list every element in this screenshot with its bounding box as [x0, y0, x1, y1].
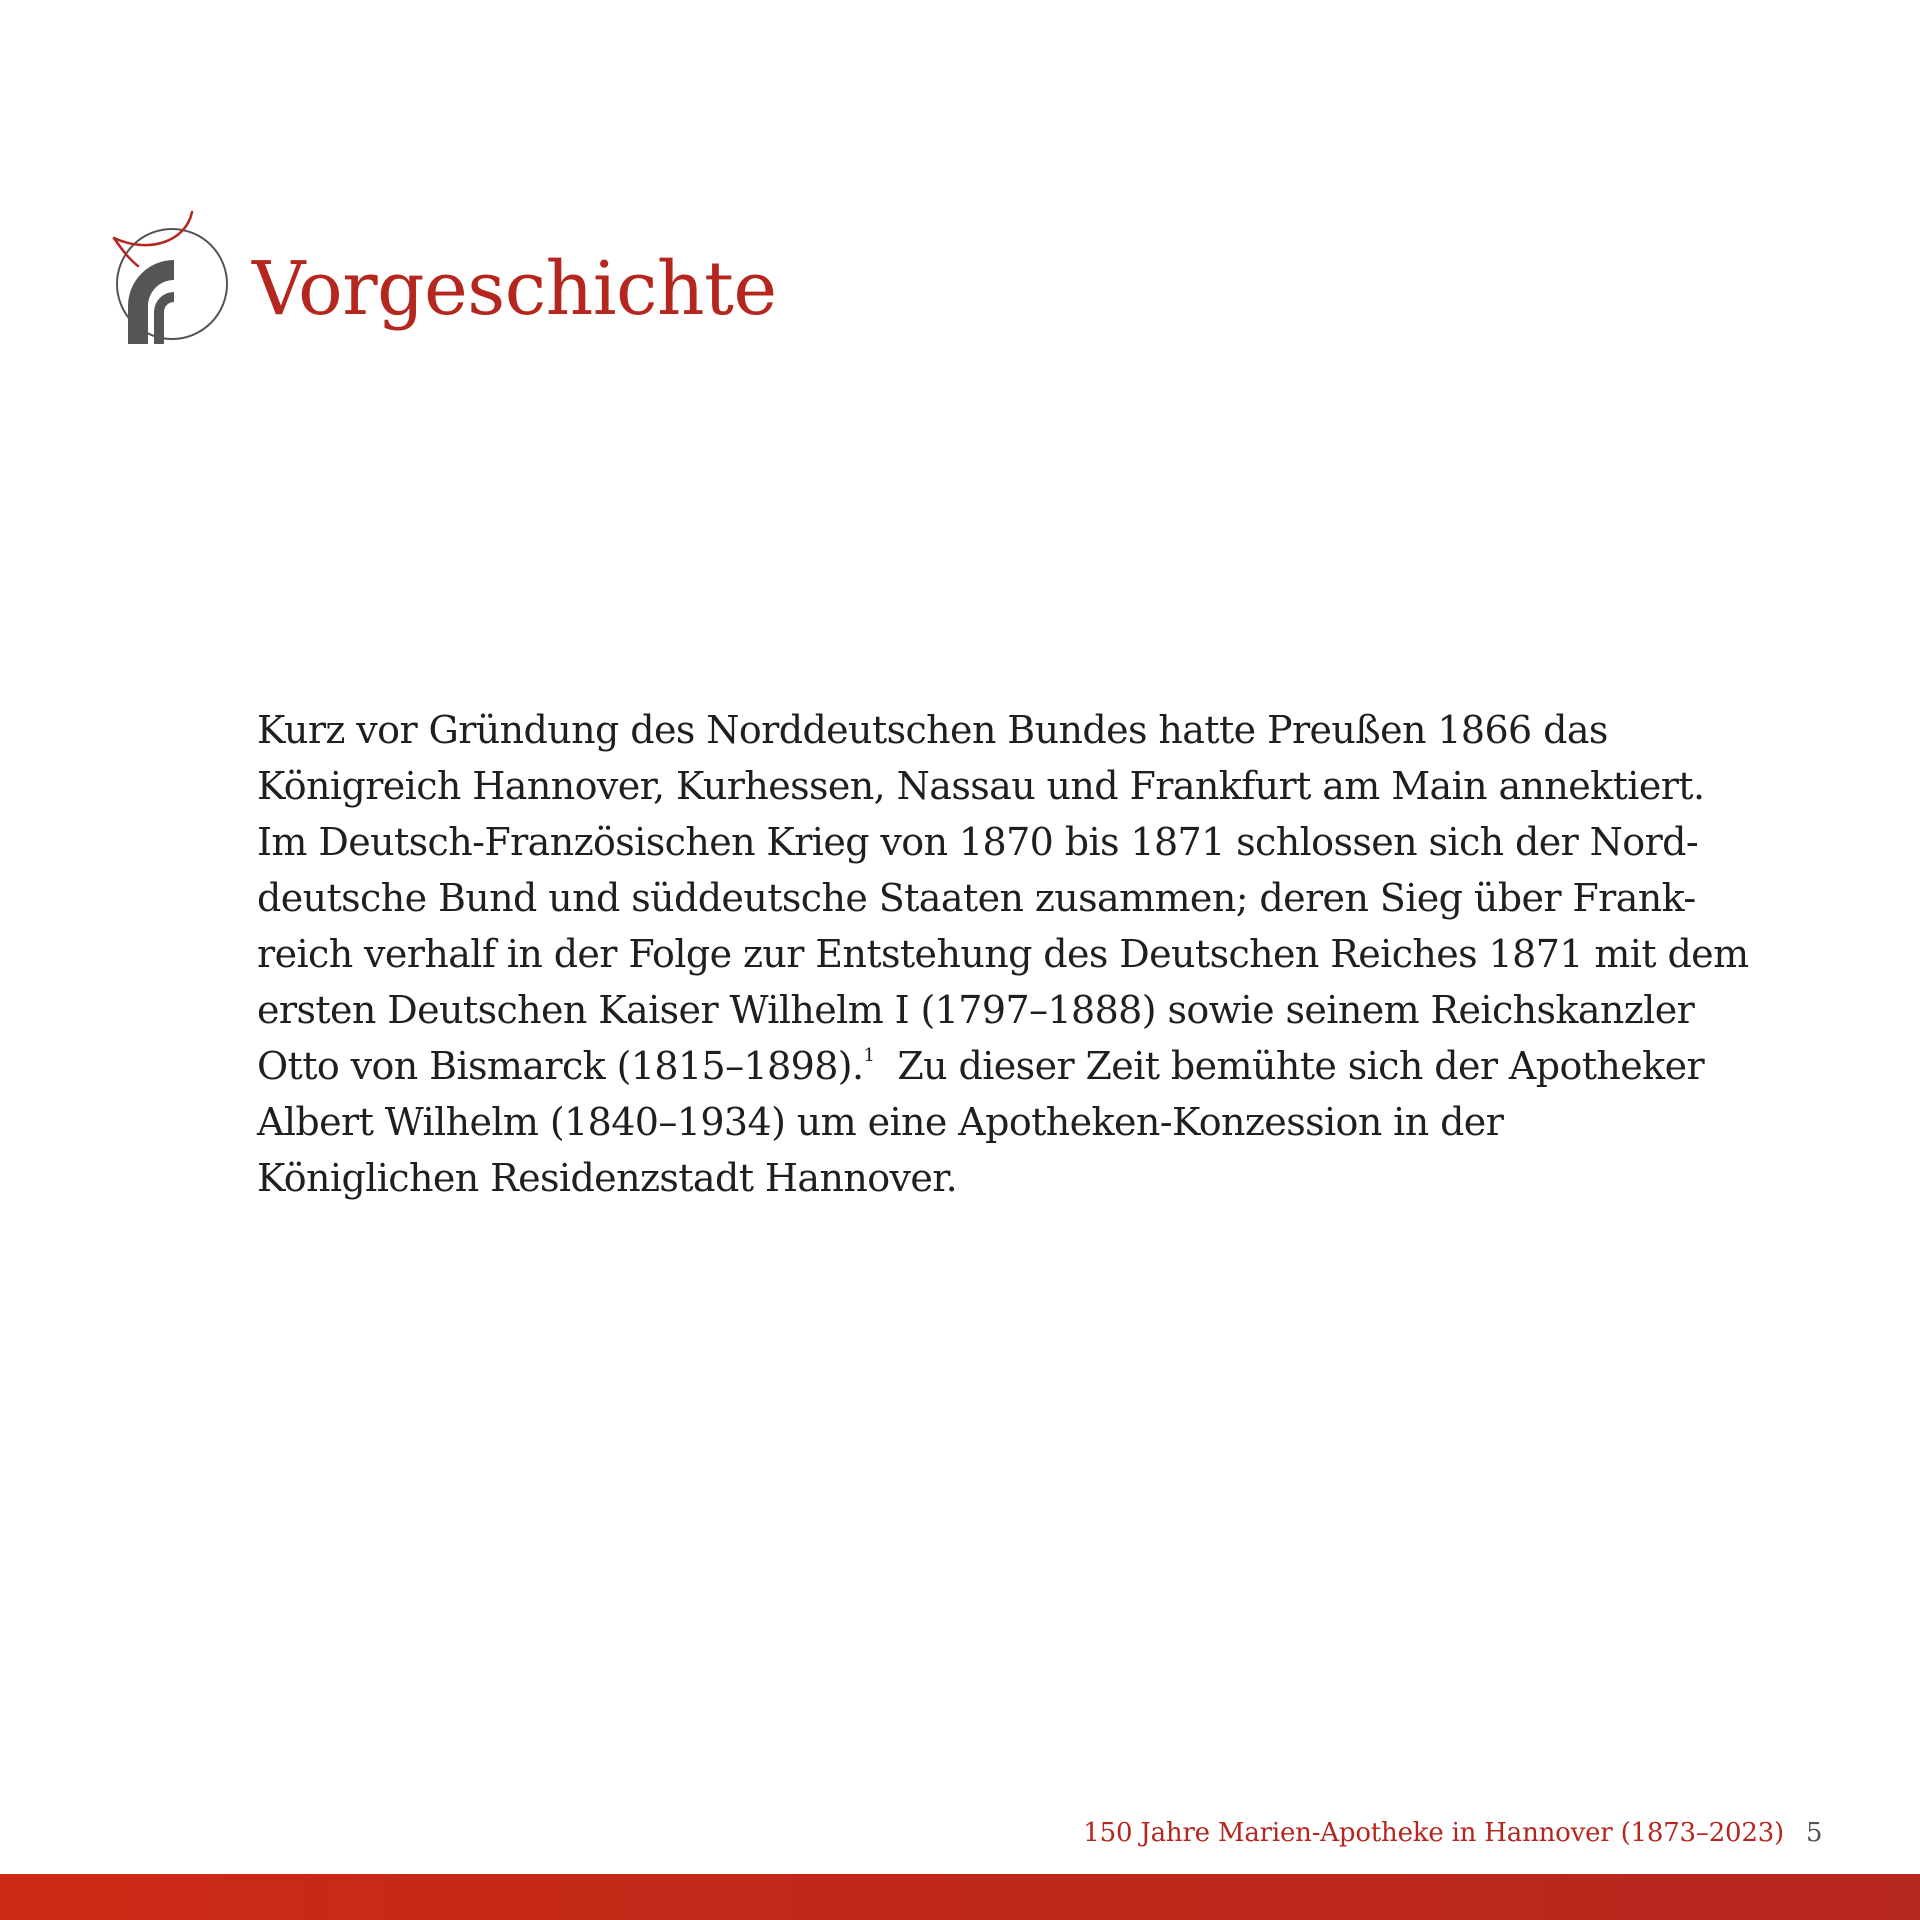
paragraph-line: ersten Deutschen Kaiser Wilhelm I (1797–1888) sowie seinem Reichskanzler	[257, 988, 1695, 1032]
paragraph-line-part: Zu dieser Zeit bemühte sich der Apotheker	[897, 1044, 1705, 1088]
paragraph-line: Im Deutsch-Französischen Krieg von 1870 bis 1871 schlossen sich der Nord-	[257, 820, 1699, 864]
paragraph-line: reich verhalf in der Folge zur Entstehung des Deutschen Reiches 1871 mit dem	[257, 932, 1749, 976]
footer-color-bar	[0, 1874, 1920, 1920]
paragraph-line	[257, 1038, 1705, 1094]
paragraph-line: Königreich Hannover, Kurhessen, Nassau und Frankfurt am Main annektiert.	[257, 764, 1705, 808]
body-paragraph	[257, 702, 1749, 1206]
page-title: Vorgeschichte	[252, 246, 777, 332]
paragraph-line-part: Otto von Bismarck (1815–1898).	[257, 1044, 864, 1088]
paragraph-line: Albert Wilhelm (1840–1934) um eine Apotheken-Konzession in der	[257, 1100, 1504, 1144]
paragraph-line: Königlichen Residenzstadt Hannover.	[257, 1156, 958, 1200]
footer-running-title: 150 Jahre Marien-Apotheke in Hannover (1873–2023)	[1083, 1818, 1784, 1848]
paragraph-line: deutsche Bund und süddeutsche Staaten zusammen; deren Sieg über Frank-	[257, 876, 1696, 920]
paragraph-line: Kurz vor Gründung des Norddeutschen Bundes hatte Preußen 1866 das	[257, 708, 1608, 752]
footnote-marker[interactable]: 1	[863, 1045, 875, 1066]
page-number: 5	[1806, 1818, 1823, 1848]
apothecary-arch-logo	[108, 208, 236, 346]
